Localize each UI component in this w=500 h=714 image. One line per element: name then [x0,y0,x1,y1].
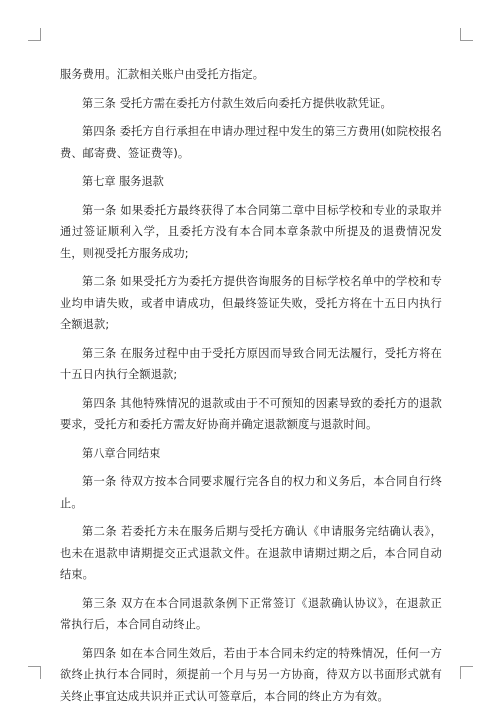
crop-mark-top-right [460,28,473,41]
paragraph-ch8-article-2: 第二条 若委托方未在服务后期与受托方确认《申请服务完结确认表》，也未在退款申请期提交正式退款文件。在退款申请期过期之后，本合同自动结束。 [60,525,442,581]
paragraph-ch8-article-1: 第一条 待双方按本合同要求履行完各自的权力和义务后，本合同自行终止。 [60,475,442,510]
document-body [60,64,442,714]
paragraph-ch8-article-3: 第三条 双方在本合同退款条例下正常签订《退款确认协议》，在退款正常执行后，本合同自动终止。 [60,596,442,631]
crop-mark-bottom-right [460,666,473,679]
paragraph-article-4-third-party-fees: 第四条 委托方自行承担在申请办理过程中发生的第三方费用(如院校报名费、邮寄费、签证费等)。 [60,125,442,160]
paragraph-article-3-receipt: 第三条 受托方需在委托方付款生效后向委托方提供收款凭证。 [82,96,392,110]
paragraph-ch7-article-2: 第二条 如果受托方为委托方提供咨询服务的目标学校名单中的学校和专业均申请失败，或者申请成功，但最终签证失败，受托方将在十五日内执行全额退款; [60,275,442,331]
paragraph-ch7-article-4: 第四条 其他特殊情况的退款或由于不可预知的因素导致的委托方的退款要求，受托方和委托方需友好协商并确定退款额度与退款时间。 [60,396,442,431]
crop-mark-bottom-left [28,666,41,679]
paragraph-ch7-article-3: 第三条 在服务过程中由于受托方原因而导致合同无法履行，受托方将在十五日内执行全额退款; [60,346,442,381]
crop-mark-top-left [28,28,41,41]
chapter-8-heading: 第八章合同结束 [82,446,161,460]
paragraph-ch7-article-1: 第一条 如果委托方最终获得了本合同第二章中目标学校和专业的录取并通过签证顺利入学，且委托方没有本合同本章条款中所提及的退费情况发生，则视受托方服务成功; [60,203,442,260]
chapter-7-heading: 第七章 服务退款 [82,175,164,188]
paragraph-fee-account: 服务费用。汇款相关账户由受托方指定。 [60,68,265,81]
paragraph-ch8-article-4: 第四条 如在本合同生效后，若由于本合同未约定的特殊情况，任何一方欲终止执行本合同时，须提前一个月与另一方协商，待双方以书面形式就有关终止事宜达成共识并正式认可签章后，本合同的终止方为有效。 [60,646,442,703]
